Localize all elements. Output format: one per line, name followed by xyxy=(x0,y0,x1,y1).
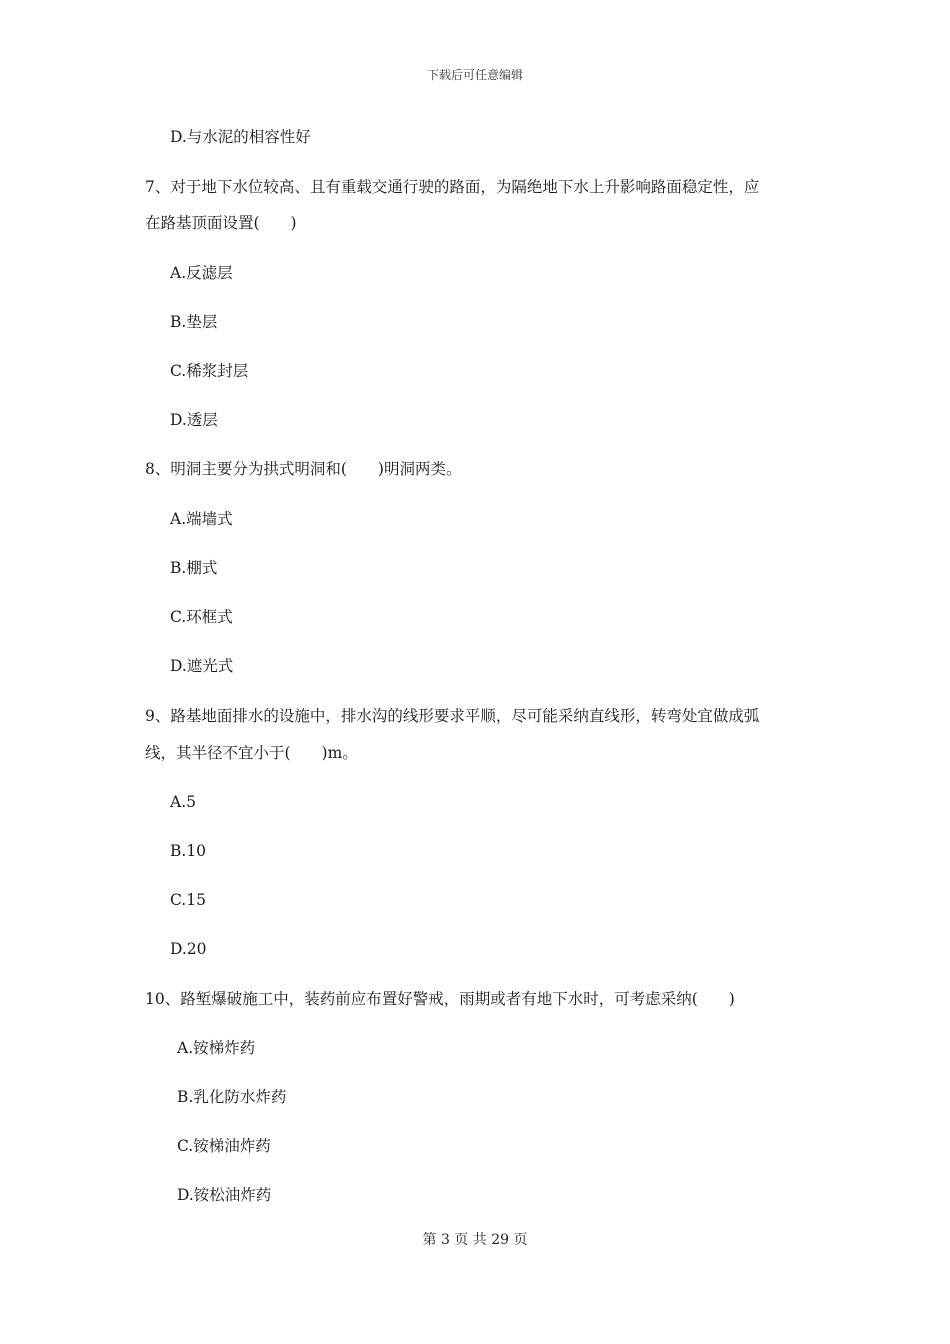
question-9-option-c: C.15 xyxy=(170,891,206,909)
page-header: 下载后可任意编辑 xyxy=(426,68,523,82)
question-7-stem-line-2: 在路基顶面设置( ) xyxy=(145,214,297,232)
question-10-option-a: A.铵梯炸药 xyxy=(177,1039,256,1057)
question-9-option-d: D.20 xyxy=(170,940,207,958)
previous-option-d: D.与水泥的相容性好 xyxy=(170,128,311,146)
question-10-stem: 10、路堑爆破施工中，装药前应布置好警戒，雨期或者有地下水时，可考虑采纳( ) xyxy=(145,990,735,1008)
question-9-option-a: A.5 xyxy=(170,793,196,811)
question-10-option-d: D.铵松油炸药 xyxy=(177,1186,272,1204)
page-footer: 第 3 页 共 29 页 xyxy=(422,1232,528,1248)
question-8-option-d: D.遮光式 xyxy=(170,657,234,675)
question-7-option-d: D.透层 xyxy=(170,411,218,429)
question-7-option-b: B.垫层 xyxy=(170,313,218,331)
question-9-stem-line-1: 9、路基地面排水的设施中，排水沟的线形要求平顺，尽可能采纳直线形，转弯处宜做成弧 xyxy=(145,707,760,725)
question-8-option-b: B.棚式 xyxy=(170,559,218,577)
question-7-stem-line-1: 7、对于地下水位较高、且有重载交通行驶的路面，为隔绝地下水上升影响路面稳定性，应 xyxy=(145,178,760,196)
question-10-option-b: B.乳化防水炸药 xyxy=(177,1088,287,1106)
question-7-option-c: C.稀浆封层 xyxy=(170,362,249,380)
question-10-option-c: C.铵梯油炸药 xyxy=(177,1137,271,1155)
question-7-option-a: A.反滤层 xyxy=(170,264,233,282)
question-8-stem: 8、明洞主要分为拱式明洞和( )明洞两类。 xyxy=(145,460,462,478)
question-9-option-b: B.10 xyxy=(170,842,207,860)
question-8-option-a: A.端墙式 xyxy=(170,510,233,528)
question-8-option-c: C.环框式 xyxy=(170,608,233,626)
question-9-stem-line-2: 线，其半径不宜小于( )m。 xyxy=(145,744,358,762)
